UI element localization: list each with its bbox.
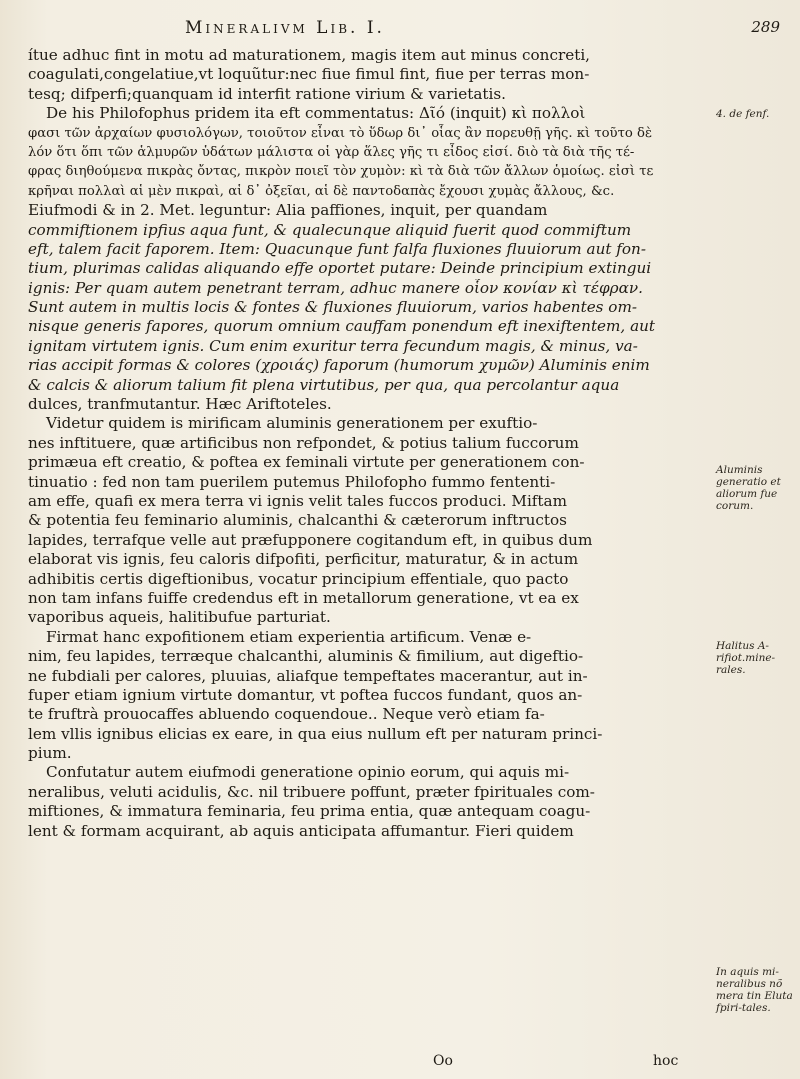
catchword: hoc [653, 1053, 679, 1069]
body-text [28, 46, 708, 841]
text-line: Videtur quidem is mirificam aluminis generationem per exuftio- [46, 414, 538, 433]
text-line: lapides, terrafque velle aut præfupponere cogitandum eft, in quibus dum [28, 530, 593, 549]
text-line: nisque generis fapores, quorum omnium cauffam ponendum eft inexiftentem, aut [28, 317, 656, 336]
text-line: Firmat hanc expofitionem etiam experientia artificum. Venæ e- [46, 627, 532, 646]
text-line-greek: φασι τῶν ἀρχαίων φυσιολόγων, τοιοῦτον εἶναι τὸ ὕδωρ δι᾿ οἷας ἂν πορευθῇ γῆς. κὶ τοῦτο δὲ [28, 125, 653, 141]
text-line: nes inftituere, quæ artificibus non refpondet, & potius talium fuccorum [28, 433, 579, 452]
margin-note: Halitus A-rifiot.mine-rales. [716, 640, 776, 676]
text-line: primæua eft creatio, & poftea ex feminali virtute per generationem con- [28, 453, 585, 472]
text-line: ne fubdiali per calores, pluuias, aliafque tempeftates macerantur, aut in- [28, 666, 588, 685]
text-line: Eiufmodi & in 2. Met. leguntur: Alia paffiones, inquit, per quandam [28, 201, 548, 220]
text-line: miftiones, & immatura feminaria, feu prima entia, quæ antequam coagu- [28, 802, 591, 821]
signature-mark: Oo [433, 1053, 453, 1069]
running-head [0, 18, 800, 46]
running-head-title: Mineralivm Lib. I. [185, 18, 385, 38]
text-line: coagulati,congelatiue,vt loquũtur:nec fiue fimul fint, fiue per terras mon- [28, 65, 590, 84]
text-line-greek: φρας διηθούμενα πικρὰς ὄντας, πικρὸν ποιεῖ τὸν χυμὸν: κὶ τὰ διὰ τῶν ἄλλων ὁμοίως. εἰσὶ τε [28, 164, 654, 180]
text-line: & calcis & aliorum talium fit plena virtutibus, per qua, qua percolantur aqua [28, 375, 620, 394]
text-line: Confutatur autem eiufmodi generatione opinio eorum, qui aquis mi- [46, 763, 570, 782]
text-line: eft, talem facit faporem. Item: Quacunque funt falfa fluxiones fluuiorum aut fon- [28, 239, 646, 258]
text-line: rias accipit formas & colores (χροιάς) faporum (humorum χυμῶν) Aluminis enim [28, 356, 650, 375]
text-line: elaborat vis ignis, feu caloris difpofiti, perficitur, maturatur, & in actum [28, 550, 579, 569]
text-line-greek: λόν ὅτι ὅπι τῶν ἁλμυρῶν ὑδάτων μάλιστα οἱ γὰρ ἅλες γῆς τι εἶδος εἰσί. διὸ τὰ διὰ τῆς τέ- [28, 144, 635, 160]
margin-note: In aquis mi-neralibus nõ mera tin Eluta fpiri-tales. [716, 966, 793, 1014]
text-line: fuper etiam ignium virtute domantur, vt poftea fuccos fundant, quos an- [28, 685, 583, 704]
text-line: nim, feu lapides, terræque chalcanthi, aluminis & fimilium, aut digeftio- [28, 647, 584, 666]
text-line: adhibitis certis digeftionibus, vocatur principium effentiale, quo pacto [28, 569, 569, 588]
text-line: tesq; difperfi;quanquam id interfit ratione virium & varietatis. [28, 84, 506, 103]
text-line: te fruftrà prouocaffes abluendo coquendoue.. Neque verò etiam fa- [28, 705, 545, 724]
text-line-greek: κρῆναι πολλαὶ αἱ μὲν πικραὶ, αἱ δ᾿ ὀξεῖαι, αἱ δὲ παντοδαπὰς ἔχουσι χυμὰς ἄλλους, &c. [28, 183, 615, 199]
text-line: ignitam virtutem ignis. Cum enim exuritur terra fecundum magis, & minus, va- [28, 336, 638, 355]
text-line: commiftionem ipfius aqua funt, & qualecunque aliquid fuerit quod commiftum [28, 220, 632, 239]
page-number: 289 [751, 18, 780, 36]
text-line: am effe, quafi ex mera terra vi ignis velit tales fuccos produci. Miftam [28, 491, 567, 510]
text-line: lem vllis ignibus elicias ex eare, in qua eius nullum eft per naturam princi- [28, 724, 603, 743]
text-line: vaporibus aqueis, halitibufue parturiat. [28, 608, 331, 627]
margin-note: 4. de fenf. [716, 108, 770, 120]
text-line: Sunt autem in multis locis & fontes & fluxiones fluuiorum, varios habentes om- [28, 298, 637, 317]
text-line: & potentia feu feminario aluminis, chalcanthi & cæterorum inftructos [28, 511, 567, 530]
text-line: dulces, tranfmutantur. Hæc Ariftoteles. [28, 395, 332, 414]
text-line: tium, plurimas calidas aliquando effe oportet putare: Deinde principium extingui [28, 259, 652, 278]
text-line: pium. [28, 744, 72, 763]
text-line: tinuatio : fed non tam puerilem putemus Philofopho fummo fententi- [28, 472, 556, 491]
text-line: ítue adhuc fint in motu ad maturationem, magis item aut minus concreti, [28, 46, 591, 64]
margin-note: Aluminis generatio et aliorum fue corum. [716, 464, 781, 512]
text-line: De his Philofophus pridem ita eft commentatus: Δῖό (inquit) κὶ πολλοὶ [46, 104, 586, 123]
text-line: neralibus, veluti acidulis, &c. nil tribuere poffunt, præter fpirituales com- [28, 782, 595, 801]
text-line: lent & formam acquirant, ab aquis anticipata affumantur. Fieri quidem [28, 821, 574, 840]
text-line: non tam infans fuiffe credendus eft in metallorum generatione, vt ea ex [28, 588, 579, 607]
text-line: ignis: Per quam autem penetrant terram, adhuc manere οἷον κονίαν κὶ τέφραν. [28, 278, 643, 297]
